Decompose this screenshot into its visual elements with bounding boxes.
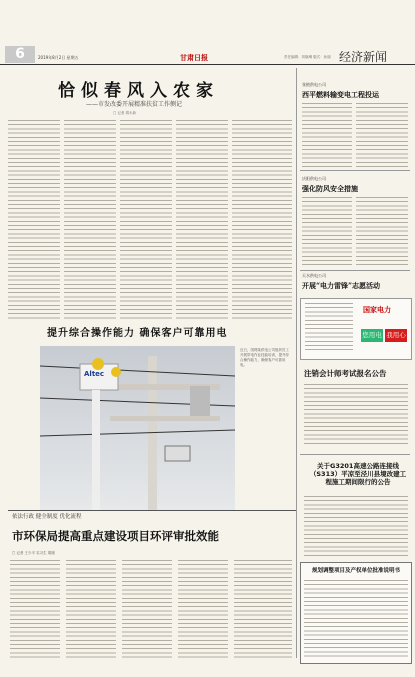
right-divider-3 xyxy=(300,454,410,455)
bottom-col-1 xyxy=(10,560,60,660)
column-divider xyxy=(296,68,297,658)
right-text-2b xyxy=(356,197,408,267)
road-notice-title: 关于G3201高速公路连接线（S313）平凉至泾川县境改建工程施工期间限行的公告 xyxy=(309,462,407,486)
bucket-label: Altec xyxy=(84,370,105,378)
editor-line: 责任编辑：刘晓琳 版式：孙丽 xyxy=(284,55,331,59)
bottom-notice-text xyxy=(304,580,408,658)
right-text-1a xyxy=(302,103,352,168)
lead-byline: □ 记者 胡永新 xyxy=(113,111,137,115)
lead-col-5 xyxy=(232,120,292,320)
photo-title: 提升综合操作能力 确保客户可靠用电 xyxy=(47,328,228,339)
right-divider-2 xyxy=(300,270,410,271)
lead-subtitle: ——市发改委开展精准扶贫工作侧记 xyxy=(86,101,183,108)
right-kicker-3: 天水供电公司 xyxy=(302,273,326,278)
bottom-notice-title: 规划调整项目及产权单位批准说明书 xyxy=(311,568,400,574)
power-ad xyxy=(300,298,412,360)
right-text-2a xyxy=(302,197,352,267)
bottom-col-5 xyxy=(234,560,292,660)
right-title-1: 西平燃料输变电工程投运 xyxy=(302,90,379,99)
page-number: 6 xyxy=(5,46,35,63)
ad-slogan-right: 我用心 xyxy=(385,329,407,342)
right-kicker-1: 张掖供电公司 xyxy=(302,82,326,87)
right-text-1b xyxy=(356,103,408,168)
section-title: 经济新闻 xyxy=(339,50,388,64)
ad-text xyxy=(305,303,353,353)
bottom-title: 市环保局提高重点建设项目环评审批效能 xyxy=(12,529,219,543)
right-kicker-2: 庆阳供电公司 xyxy=(302,176,326,181)
right-title-3: 开展“电力雷锋”志愿活动 xyxy=(302,281,381,290)
bottom-col-3 xyxy=(122,560,172,660)
bottom-article-rule xyxy=(8,510,296,511)
lead-col-1 xyxy=(8,120,60,320)
photo-caption: 近日，国网某供电公司组织员工开展带电作业技能培训，提升综合操作能力，确保客户可靠用电。 xyxy=(240,348,289,367)
lead-col-4 xyxy=(176,120,228,320)
utility-pole-illustration xyxy=(40,346,235,510)
road-notice-text xyxy=(304,496,408,556)
notice-text xyxy=(304,384,408,446)
lead-title: 恰似春风入农家 xyxy=(58,81,219,101)
lead-col-2 xyxy=(64,120,116,320)
bottom-byline: □ 记者 王少平 实习生 胡刚 xyxy=(12,551,55,555)
bottom-col-2 xyxy=(66,560,116,660)
masthead: 甘肃日报 xyxy=(180,54,208,62)
ad-brand: 国家电力 xyxy=(363,306,391,314)
right-divider-1 xyxy=(300,170,410,171)
notice-title: 注销会计师考试报名公告 xyxy=(304,369,387,378)
header-rule xyxy=(0,64,415,65)
bottom-kicker: 依法行政 健全制度 优化流程 xyxy=(12,514,82,520)
photo-utility-workers xyxy=(40,346,235,510)
date-line: 2019年8月2日 星期五 xyxy=(38,55,79,60)
ad-slogan-left: 您用电 xyxy=(361,329,383,342)
lead-col-3 xyxy=(120,120,172,320)
right-title-2: 强化防风安全措施 xyxy=(302,184,358,193)
bottom-col-4 xyxy=(178,560,228,660)
